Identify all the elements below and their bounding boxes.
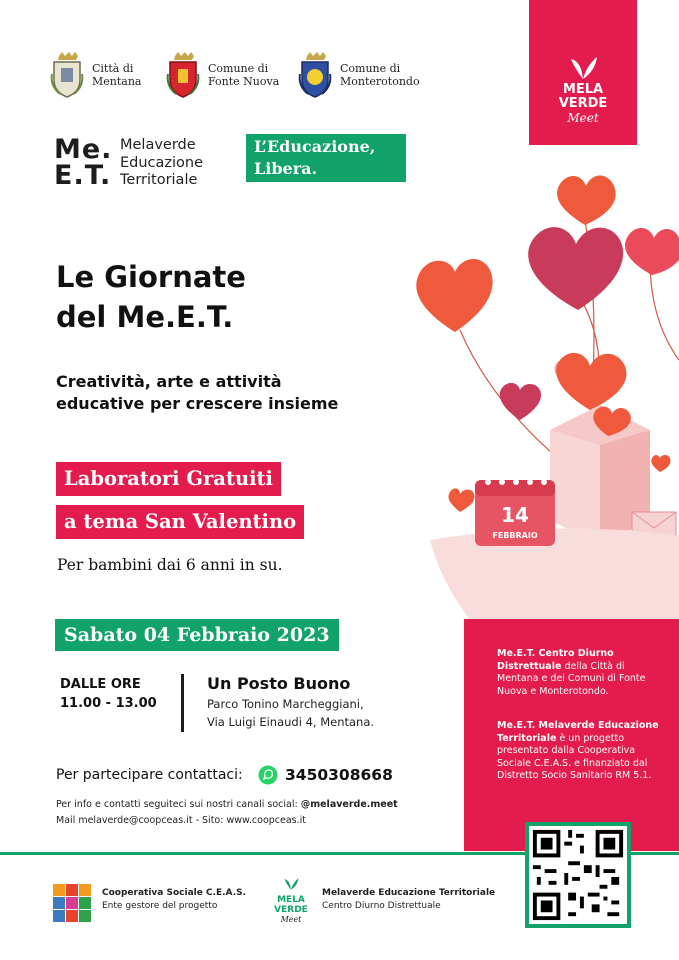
melaverde-logo-line3: Meet	[567, 111, 599, 125]
phone-number[interactable]: 3450308668	[285, 766, 393, 784]
contact-label: Per partecipare contattaci:	[56, 767, 243, 783]
valentine-illustration	[410, 160, 679, 620]
apple-leaf-icon	[567, 55, 599, 81]
mv-footer-line1: MELA	[277, 895, 305, 905]
meet-fullname-line2: Educazione	[120, 154, 204, 171]
info-p1-bold: Me.E.T. Centro Diurno Distrettuale	[497, 648, 614, 672]
page-subtitle	[56, 371, 338, 415]
fonte-nuova-line1: Comune di	[208, 62, 269, 75]
info-paragraph-1	[497, 648, 669, 698]
title-line1: Le Giornate	[56, 260, 246, 294]
mail-site-info[interactable]: Mail melaverde@coopceas.it - Sito: www.coopceas.it	[56, 815, 307, 826]
fonte-nuova-crest-icon	[166, 52, 200, 98]
info-p2-bold: Me.E.T. Melaverde Educazione Territoriale	[497, 720, 659, 744]
event-date: Sabato 04 Febbraio 2023	[55, 619, 339, 651]
info-paragraph-2	[497, 720, 669, 783]
mv-footer-title: Melaverde Educazione Territoriale	[322, 888, 496, 898]
meet-fullname-line1: Melaverde	[120, 137, 196, 153]
workshop-line2: a tema San Valentino	[56, 505, 304, 539]
mentana-logo	[50, 52, 141, 98]
ceas-subtitle: Ente gestore del progetto	[102, 901, 218, 911]
mentana-line1: Città di	[92, 62, 134, 75]
calendar-month: FEBBRAIO	[492, 531, 538, 540]
mv-footer-line3: Meet	[280, 915, 302, 924]
mv-footer-subtitle: Centro Diurno Distrettuale	[322, 901, 441, 911]
apple-leaf-footer-icon	[282, 877, 300, 891]
info-box	[464, 619, 679, 851]
qr-code-icon	[529, 826, 627, 924]
social-handle[interactable]: @melaverde.meet	[300, 799, 398, 810]
target-audience: Per bambini dai 6 anni in su.	[57, 556, 283, 574]
tagline-line1: L’Educazione,	[254, 137, 376, 156]
place-line1: Parco Tonino Marcheggiani,	[207, 697, 364, 711]
social-info	[56, 799, 398, 810]
social-text: Per info e contatti seguiteci sui nostri canali social:	[56, 799, 301, 810]
calendar-day: 14	[501, 503, 529, 527]
meet-logo-line2: E.T.	[54, 160, 112, 191]
vertical-divider	[181, 674, 184, 732]
monterotondo-logo	[298, 52, 420, 98]
fonte-nuova-logo	[166, 52, 279, 98]
info-p1-rest: della Città di Mentana e dei Comuni di Fonte Nuova e Monterotondo.	[497, 660, 646, 697]
meet-fullname-line3: Territoriale	[120, 172, 198, 188]
workshop-line1: Laboratori Gratuiti	[56, 462, 281, 496]
ceas-title: Cooperativa Sociale C.E.A.S.	[102, 888, 247, 898]
title-line2: del Me.E.T.	[56, 300, 234, 334]
place-name: Un Posto Buono	[207, 674, 351, 693]
hours-value: 11.00 - 13.00	[60, 696, 157, 711]
subtitle-line2: educative per crescere insieme	[56, 394, 339, 413]
melaverde-logo-line2: VERDE	[558, 96, 608, 111]
tagline-line2: Libera.	[254, 159, 318, 178]
monterotondo-crest-icon	[298, 52, 332, 98]
page-title	[56, 257, 246, 337]
melaverde-footer-logo	[270, 876, 312, 925]
melaverde-header-block	[529, 0, 637, 145]
mentana-crest-icon	[50, 52, 84, 98]
place-line2: Via Luigi Einaudi 4, Mentana.	[207, 715, 375, 729]
subtitle-line1: Creatività, arte e attività	[56, 372, 282, 391]
whatsapp-icon[interactable]	[258, 765, 278, 785]
mentana-line2: Mentana	[92, 75, 142, 88]
fonte-nuova-line2: Fonte Nuova	[208, 75, 280, 88]
mv-footer-line2: VERDE	[274, 905, 308, 915]
info-p2-rest: è un progetto presentato dalla Cooperativa Sociale C.E.A.S. e finanziato dal Distretto Socio Sanitario RM 5.1.	[497, 732, 652, 781]
melaverde-logo-line1: MELA	[562, 82, 604, 97]
tagline-badge	[246, 134, 406, 182]
meet-fullname	[120, 137, 203, 190]
qr-code[interactable]	[525, 822, 631, 928]
meet-logo	[54, 134, 113, 191]
meet-logo-line1: Me.	[54, 134, 113, 165]
monterotondo-line1: Comune di	[340, 62, 401, 75]
ceas-logo	[53, 884, 91, 924]
hours-label: DALLE ORE	[60, 677, 141, 692]
monterotondo-line2: Monterotondo	[340, 75, 420, 88]
